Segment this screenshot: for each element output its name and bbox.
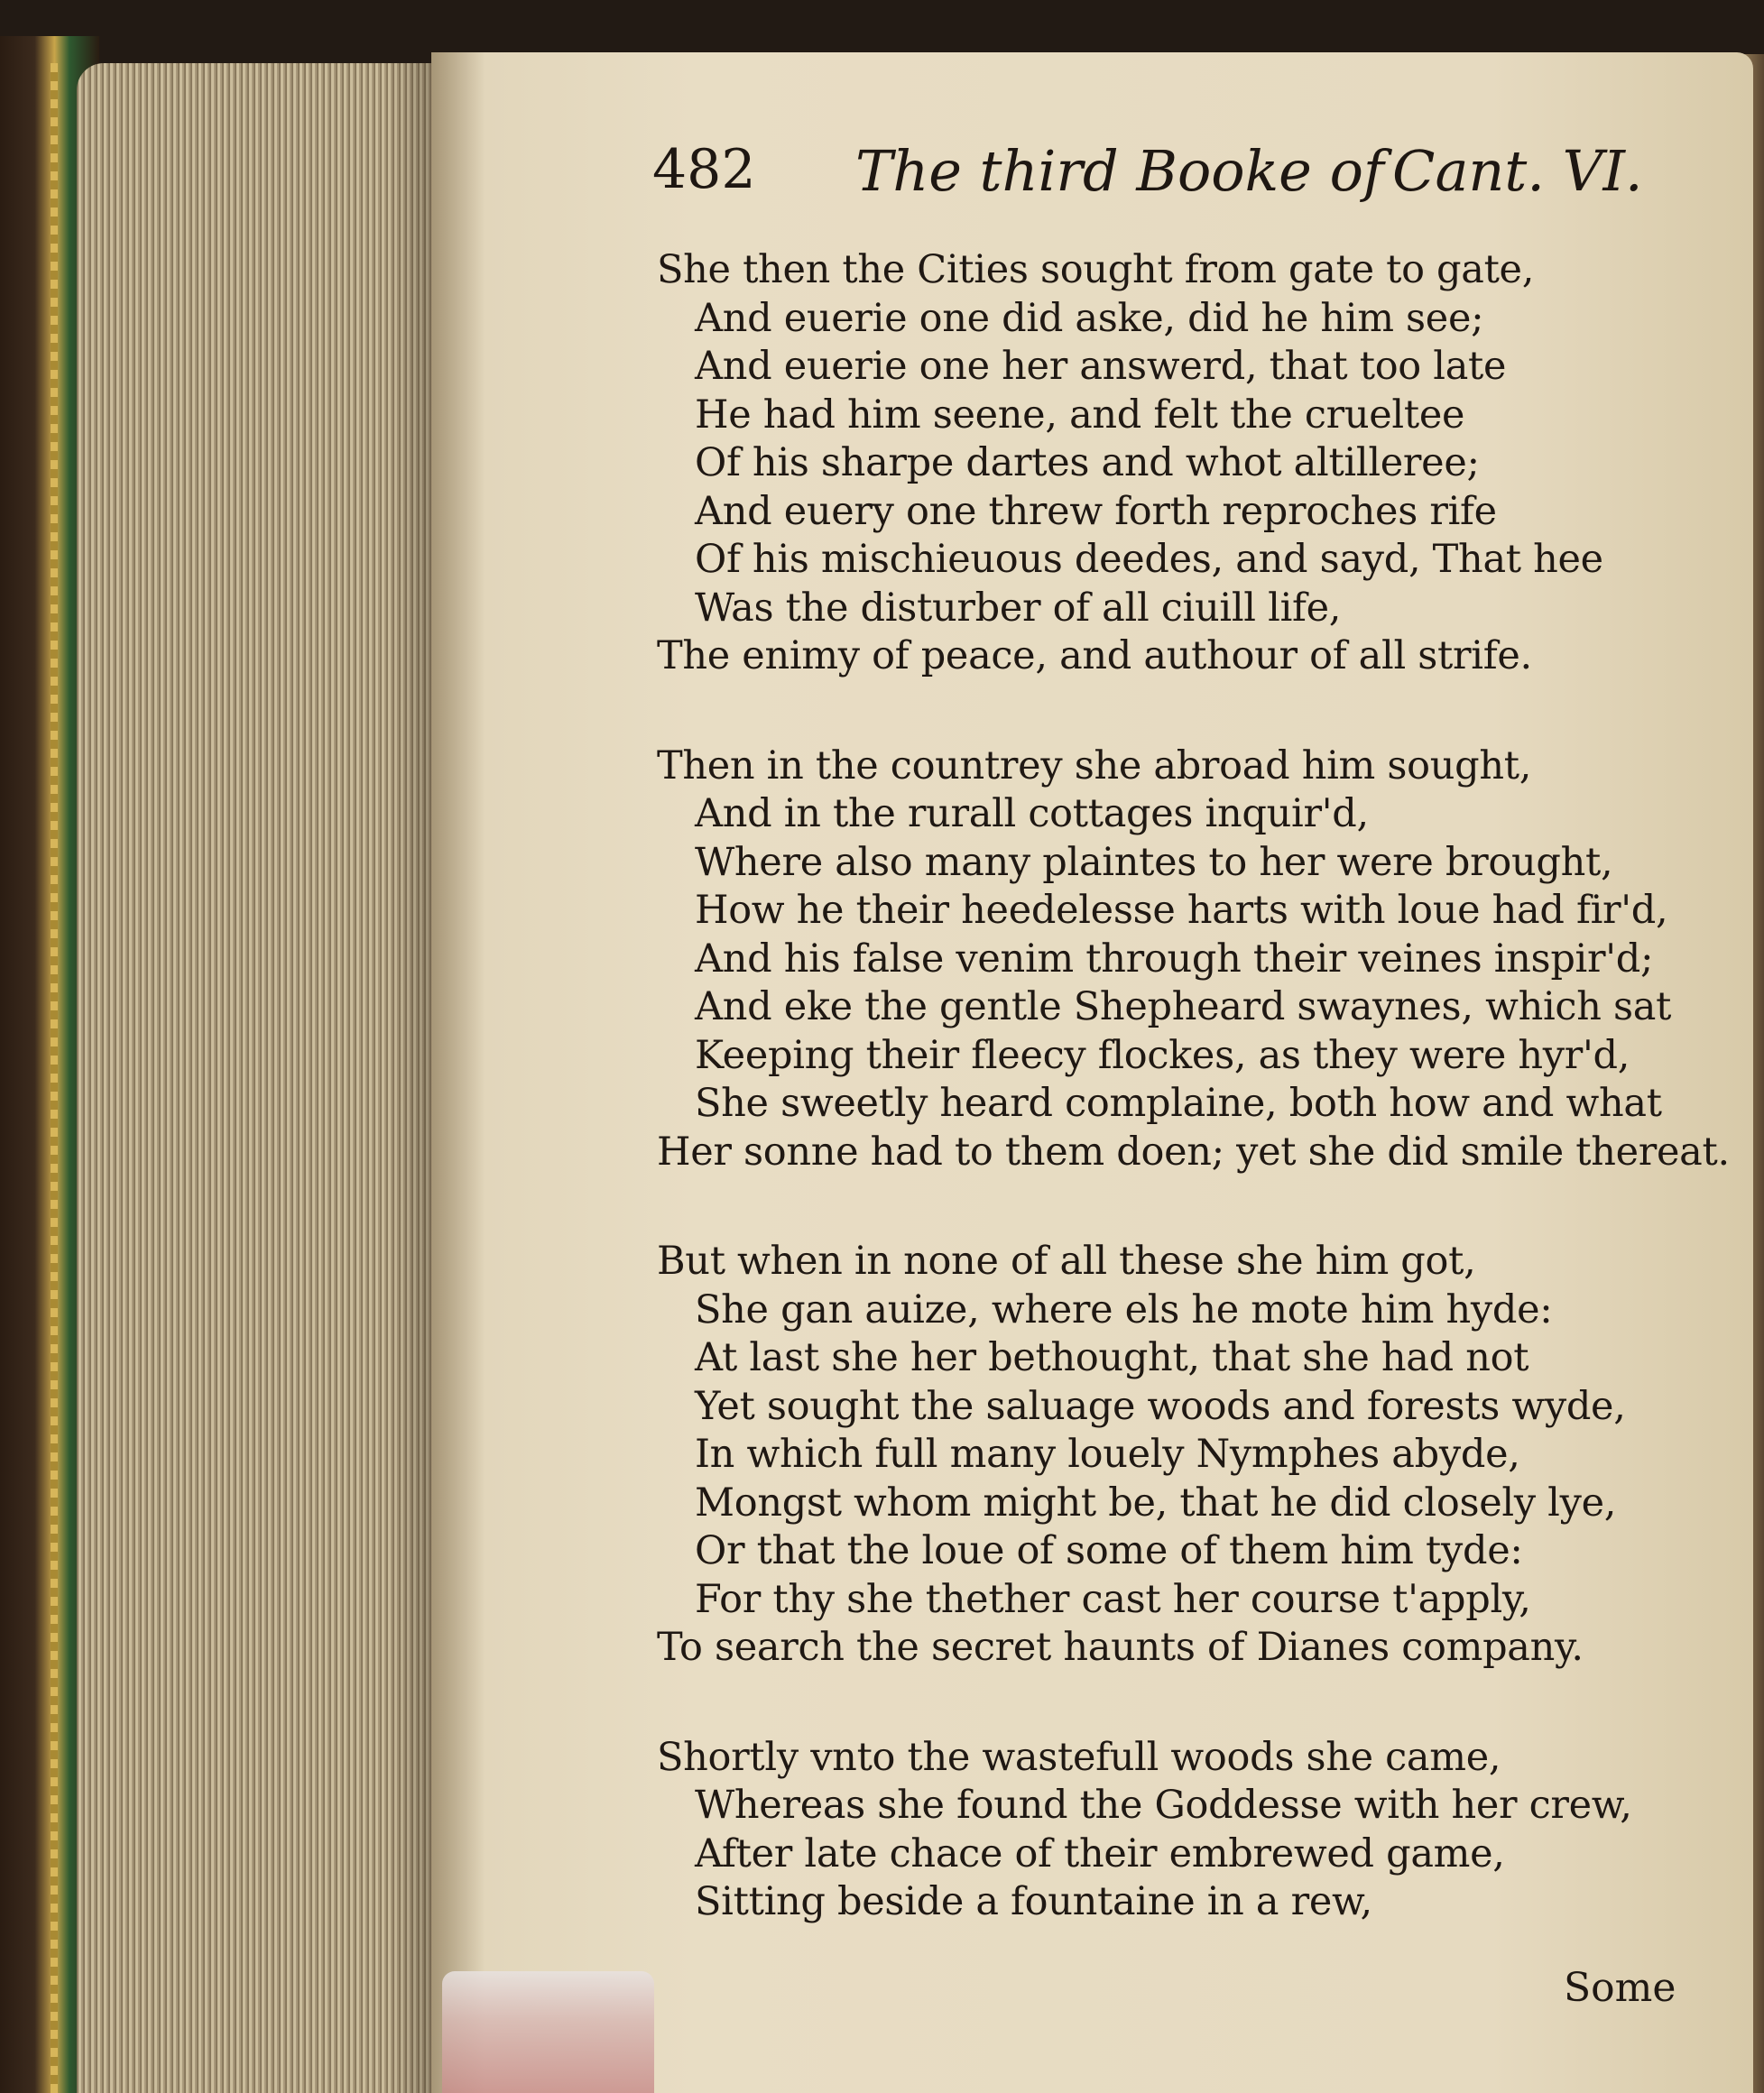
verse-line: For thy she thether cast her course t'apply, xyxy=(695,1576,1531,1622)
verse-line: And euery one threw forth reproches rife xyxy=(695,488,1497,534)
verse-line: And euerie one her answerd, that too late xyxy=(695,344,1507,389)
verse-line: And in the rurall cottages inquir'd, xyxy=(695,791,1369,836)
verse-line: Shortly vnto the wastefull woods she came, xyxy=(657,1734,1501,1780)
page-gutter xyxy=(431,52,485,2093)
verse-line: Her sonne had to them doen; yet she did smile thereat. xyxy=(657,1129,1730,1175)
page-number: 482 xyxy=(652,138,756,201)
verse-line: Was the disturber of all ciuill life, xyxy=(695,585,1342,631)
running-title: The third Booke of xyxy=(855,138,1384,204)
verse-line: She then the Cities sought from gate to gate, xyxy=(657,247,1535,292)
verse-line: He had him seene, and felt the crueltee xyxy=(695,392,1465,438)
verse-line: And his false venim through their veines inspir'd; xyxy=(695,936,1654,982)
stanza xyxy=(657,246,1722,681)
verse-line: But when in none of all these she him got, xyxy=(657,1239,1476,1284)
verse-line: Then in the countrey she abroad him sought, xyxy=(657,742,1532,788)
canto-label: Cant. VI. xyxy=(1392,138,1643,204)
verse-line: Whereas she found the Goddesse with her crew, xyxy=(695,1783,1632,1828)
verse-line: Sitting beside a fountaine in a rew, xyxy=(695,1879,1372,1924)
verse-line: Keeping their fleecy flockes, as they were hyr'd, xyxy=(695,1032,1630,1078)
verse-line: The enimy of peace, and authour of all strife. xyxy=(657,633,1532,678)
verse-line: Mongst whom might be, that he did closely lye, xyxy=(695,1480,1617,1526)
page-stack xyxy=(77,63,438,2093)
verse-line: Yet sought the saluage woods and forests wyde, xyxy=(695,1383,1626,1429)
book-page xyxy=(431,52,1753,2093)
verse-line: In which full many louely Nymphes abyde, xyxy=(695,1432,1520,1477)
verse-line: How he their heedelesse harts with loue had fir'd, xyxy=(695,888,1668,933)
stanza xyxy=(657,742,1730,1177)
page-holder xyxy=(442,1971,654,2093)
gilt-border xyxy=(51,63,58,2093)
verse-line: Of his sharpe dartes and whot altilleree; xyxy=(695,440,1480,485)
stanza xyxy=(657,1734,1722,1927)
verse-line: To search the secret haunts of Dianes company. xyxy=(657,1625,1584,1670)
stanza xyxy=(657,1238,1722,1673)
verse-line: And eke the gentle Shepheard swaynes, which sat xyxy=(695,984,1672,1029)
verse-line: Where also many plaintes to her were brought, xyxy=(695,839,1613,885)
verse-line: And euerie one did aske, did he him see; xyxy=(695,295,1484,341)
verse-line: After late chace of their embrewed game, xyxy=(695,1830,1505,1876)
verse-line: At last she her bethought, that she had not xyxy=(695,1335,1529,1380)
verse-line: Or that the loue of some of them him tyde: xyxy=(695,1528,1523,1573)
verse-line: Of his mischieuous deedes, and sayd, That hee xyxy=(695,537,1603,582)
verse-line: She sweetly heard complaine, both how and what xyxy=(695,1081,1662,1126)
catchword: Some xyxy=(1564,1965,1676,2011)
poem-body xyxy=(657,246,1730,1988)
verse-line: She gan auize, where els he mote him hyde: xyxy=(695,1286,1553,1332)
